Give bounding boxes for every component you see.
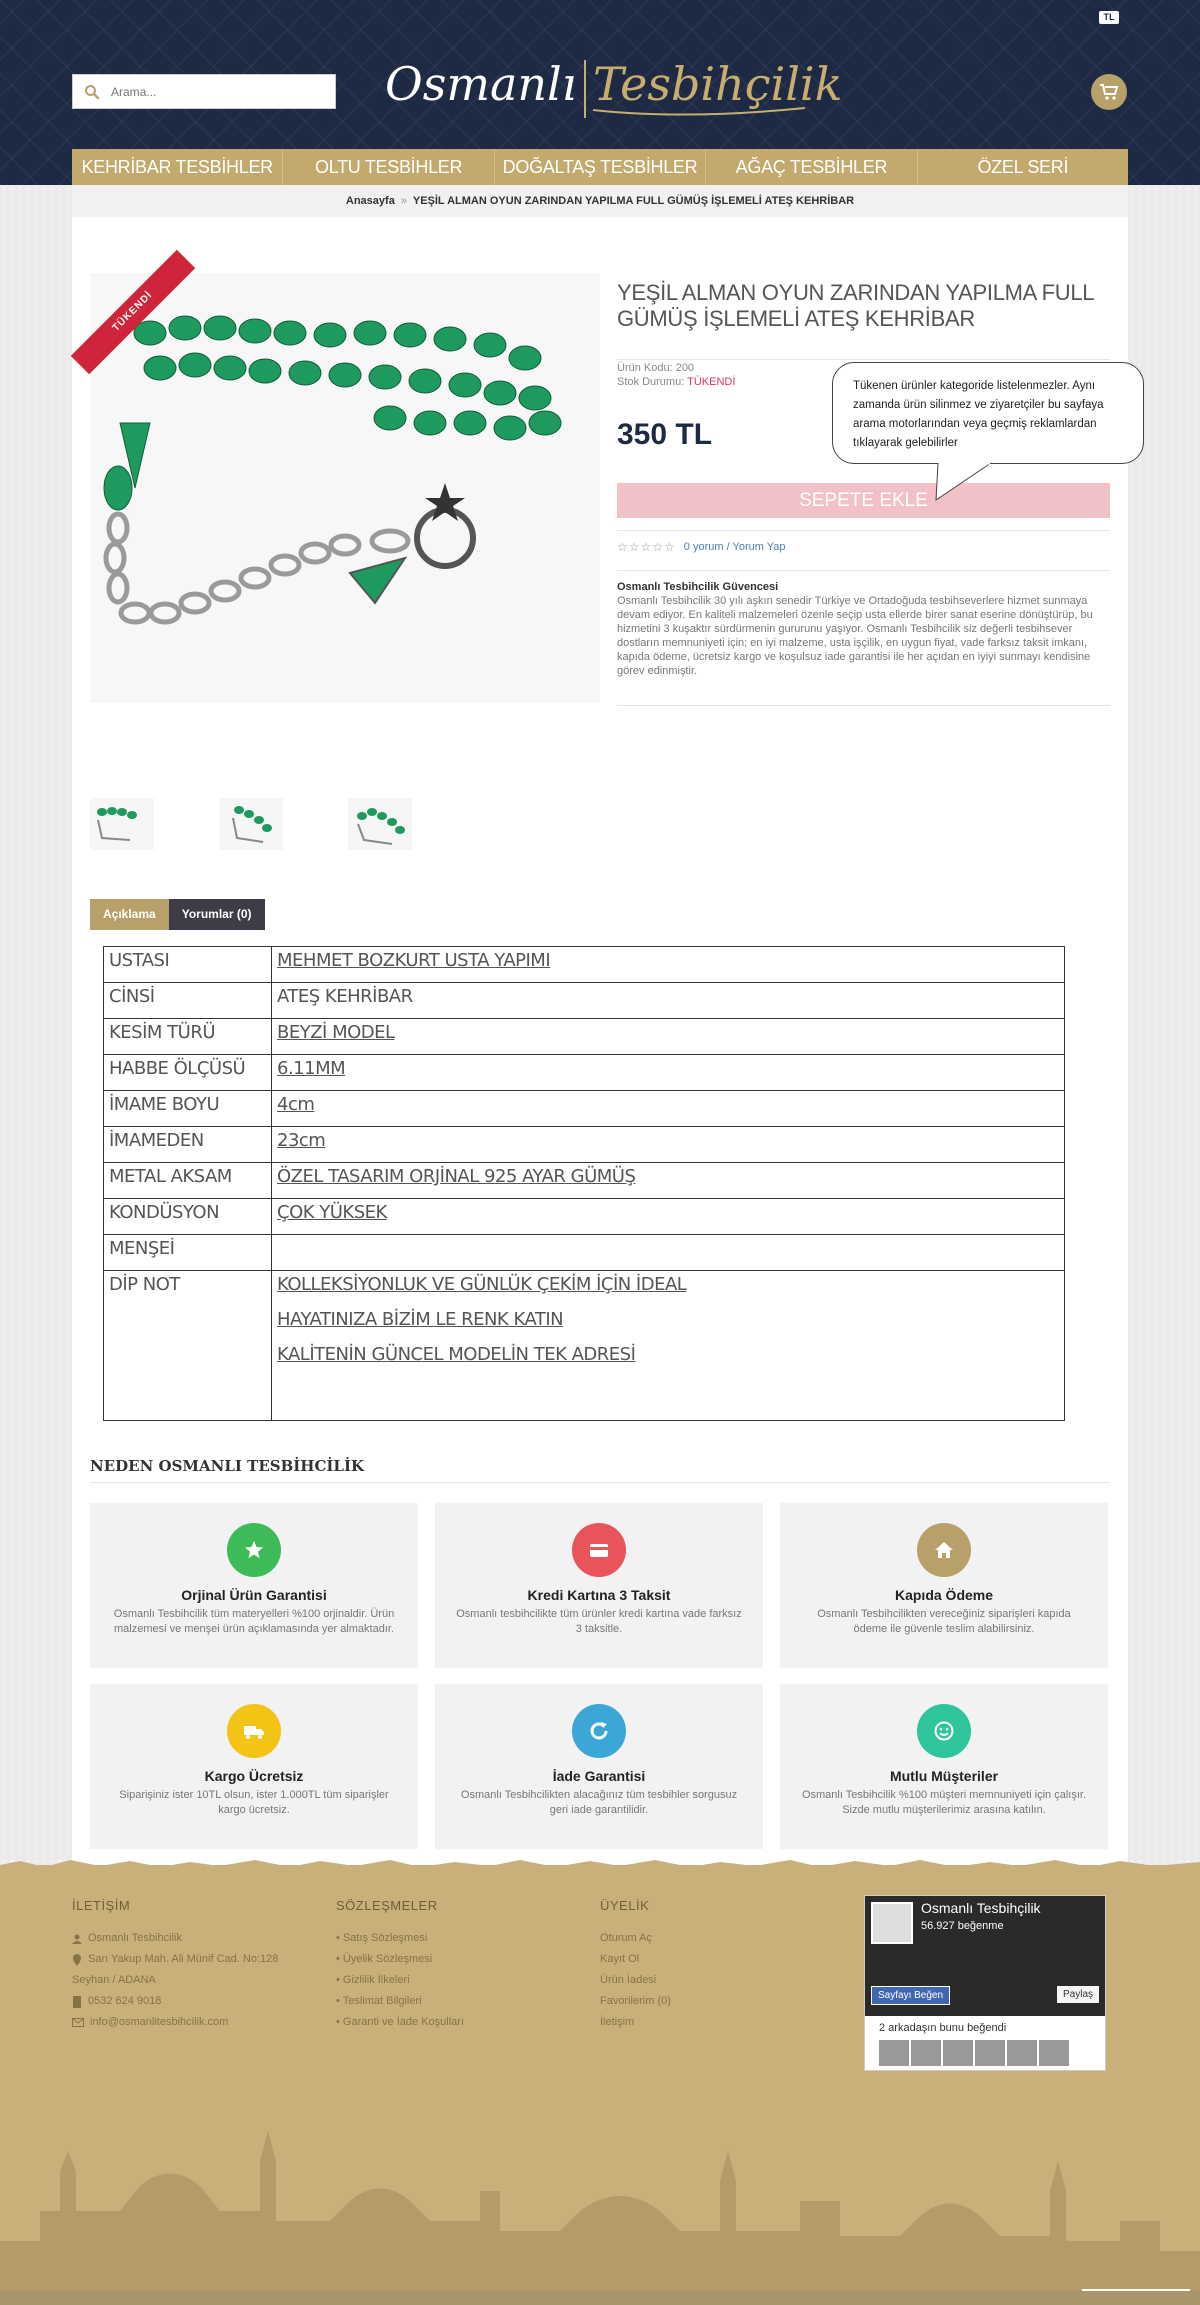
spec-value: 23cm: [272, 1127, 1065, 1163]
rating-stars-icon[interactable]: ☆☆☆☆☆: [617, 540, 676, 554]
tab-description[interactable]: Açıklama: [90, 899, 169, 930]
dip-not-line: HAYATINIZA BİZİM LE RENK KATIN: [277, 1309, 564, 1330]
breadcrumb-current[interactable]: YEŞİL ALMAN OYUN ZARINDAN YAPILMA FULL GÜMÜŞ İŞLEMELİ ATEŞ KEHRİBAR: [412, 195, 855, 207]
dip-not-line: KOLLEKSİYONLUK VE GÜNLÜK ÇEKİM İÇİN İDEAL: [277, 1274, 687, 1295]
spec-value: [272, 1235, 1065, 1271]
facebook-like-count: 56.927 beğenme: [921, 1920, 1004, 1932]
cart-icon: [1099, 83, 1119, 101]
stock-value: TÜKENDİ: [687, 376, 736, 388]
dip-not-line: KALİTENİN GÜNCEL MODELİN TEK ADRESİ: [277, 1344, 636, 1365]
feature-card: [435, 1684, 763, 1849]
contact-email: [72, 2012, 278, 2033]
tooltip-tail: [936, 462, 996, 502]
map-pin-icon: [72, 1954, 82, 1966]
spec-value: ÇOK YÜKSEK: [272, 1199, 1065, 1235]
stock-status: [617, 375, 735, 389]
divider: [617, 530, 1110, 531]
logo-text-2: Tesbihçilik: [593, 57, 843, 111]
facebook-cover: [865, 1896, 1105, 2016]
search-input[interactable]: [111, 85, 321, 99]
address-line: Sarı Yakup Mah. Ali Münif Cad. No:128: [88, 1953, 279, 1965]
member-link-register[interactable]: Kayıt Ol: [600, 1953, 640, 1965]
phone-icon: [72, 1996, 82, 2008]
feature-card: [780, 1684, 1108, 1849]
contract-link[interactable]: • Garanti ve İade Koşulları: [336, 2016, 464, 2028]
logo-text-1: Osmanlı: [385, 57, 577, 111]
feature-card: [90, 1503, 418, 1668]
spec-row: [104, 1091, 1065, 1127]
spec-key: HABBE ÖLÇÜSÜ: [104, 1055, 272, 1091]
spec-value: [272, 1271, 1065, 1421]
trust-title: Osmanlı Tesbihcilik Güvencesi: [617, 581, 779, 593]
facebook-friend-faces: [865, 2040, 1105, 2066]
tab-reviews[interactable]: Yorumlar (0): [169, 899, 265, 930]
spec-row: [104, 983, 1065, 1019]
site-header: [0, 0, 1200, 185]
contract-link[interactable]: • Üyelik Sözleşmesi: [336, 1953, 433, 1965]
spec-key: METAL AKSAM: [104, 1163, 272, 1199]
nav-item-dogaltas[interactable]: DOĞALTAŞ TESBİHLER: [495, 149, 706, 185]
thumbnail-1[interactable]: [90, 798, 154, 850]
contract-link[interactable]: • Teslimat Bilgileri: [336, 1995, 422, 2007]
smile-icon: [917, 1704, 971, 1758]
spec-key: USTASI: [104, 947, 272, 983]
search-box[interactable]: [72, 74, 336, 109]
facebook-like-button[interactable]: Sayfayı Beğen: [871, 1986, 950, 2005]
member-link-contact[interactable]: İletişim: [600, 2016, 635, 2028]
spec-table: [103, 946, 1065, 1421]
feature-text: Osmanlı tesbihcilikte tüm ürünler kredi kartına vade farksız 3 taksitle.: [456, 1608, 742, 1635]
review-link[interactable]: 0 yorum / Yorum Yap: [683, 541, 786, 553]
contact-company: [72, 1928, 278, 1949]
product-title: YEŞİL ALMAN OYUN ZARINDAN YAPILMA FULL GÜMÜŞ İŞLEMELİ ATEŞ KEHRİBAR: [617, 280, 1094, 331]
product-code: Ürün Kodu: 200: [617, 362, 695, 374]
feature-title: İade Garantisi: [552, 1768, 646, 1784]
spec-key: KESİM TÜRÜ: [104, 1019, 272, 1055]
why-us-title: NEDEN OSMANLI TESBİHCİLİK: [90, 1457, 365, 1475]
spec-value: ÖZEL TASARIM ORJİNAL 925 AYAR GÜMÜŞ: [272, 1163, 1065, 1199]
spec-key: İMAMEDEN: [104, 1127, 272, 1163]
truck-icon: [227, 1704, 281, 1758]
breadcrumb-separator: »: [400, 195, 407, 207]
spec-row: [104, 1127, 1065, 1163]
trust-block: [617, 580, 1110, 678]
refresh-icon: [572, 1704, 626, 1758]
nav-item-kehribar[interactable]: KEHRİBAR TESBİHLER: [72, 149, 283, 185]
main-nav: [72, 149, 1128, 185]
facebook-widget: [864, 1895, 1106, 2071]
sold-out-ribbon: [90, 273, 180, 363]
home-icon: [917, 1523, 971, 1577]
add-to-cart-button[interactable]: SEPETE EKLE: [617, 483, 1110, 518]
thumbnail-strip: [90, 798, 412, 850]
info-tooltip: Tükenen ürünler kategoride listelenmezler. Aynı zamanda ürün silinmez ve ziyaretçiler bu sayfaya arama motorlarından veya geçmiş reklamlardan tıklayarak gelebilirler: [832, 362, 1144, 464]
member-link-favorites[interactable]: Favorilerim (0): [600, 1995, 671, 2007]
feature-text: Osmanlı Tesbihcilikten alacağınız tüm tesbihler sorgusuz geri iade garantilidir.: [460, 1789, 738, 1816]
spec-value: ATEŞ KEHRİBAR: [272, 983, 1065, 1019]
cart-button[interactable]: [1091, 74, 1127, 110]
footer-contracts: [336, 1895, 464, 2033]
spec-key: DİP NOT: [104, 1271, 272, 1421]
spec-row: [104, 1235, 1065, 1271]
search-icon[interactable]: [73, 84, 111, 100]
feature-card: [90, 1684, 418, 1849]
nav-item-ozel-seri[interactable]: ÖZEL SERİ: [977, 157, 1069, 177]
torn-paper-edge: [0, 1855, 1200, 1875]
member-link-returns[interactable]: Ürün İadesi: [600, 1974, 657, 1986]
feature-text: Siparişiniz ister 10TL olsun, ister 1.000TL tüm siparişler kargo ücretsiz.: [119, 1789, 389, 1816]
product-tabs: [90, 899, 265, 930]
user-icon: [72, 1934, 82, 1944]
footer-contracts-title: SÖZLEŞMELER: [336, 1898, 438, 1913]
avatar[interactable]: [1007, 2040, 1037, 2066]
feature-card: [780, 1503, 1108, 1668]
spec-key: İMAME BOYU: [104, 1091, 272, 1127]
divider: [617, 705, 1110, 706]
feature-title: Kargo Ücretsiz: [204, 1768, 304, 1784]
spec-key: MENŞEİ: [104, 1235, 272, 1271]
facebook-page-name[interactable]: Osmanlı Tesbihçilik: [921, 1900, 1041, 1916]
divider: [617, 359, 1110, 360]
site-footer: [0, 1865, 1200, 2305]
currency-badge[interactable]: TL: [1099, 11, 1119, 24]
contract-link[interactable]: • Gizlilik İlkeleri: [336, 1974, 410, 1986]
phone-number[interactable]: 0532 624 9018: [88, 1995, 162, 2007]
facebook-friends-text: 2 arkadaşın bunu beğendi: [879, 2022, 1007, 2034]
spec-value: BEYZİ MODEL: [272, 1019, 1065, 1055]
address-city: Seyhan / ADANA: [72, 1974, 156, 1986]
company-name: Osmanlı Tesbihcilik: [88, 1932, 182, 1944]
spec-value: MEHMET BOZKURT USTA YAPIMI: [272, 947, 1065, 983]
product-meta: [617, 361, 735, 389]
breadcrumb-home[interactable]: Anasayfa: [345, 195, 395, 207]
email-address[interactable]: info@osmanlitesbihcilik.com: [90, 2016, 229, 2028]
nav-item-oltu[interactable]: OLTU TESBİHLER: [283, 149, 494, 185]
contact-phone: [72, 1991, 278, 2012]
feature-title: Orjinal Ürün Garantisi: [181, 1587, 327, 1603]
avatar[interactable]: [911, 2040, 941, 2066]
spec-value: 6.11MM: [272, 1055, 1065, 1091]
credit-card-icon: [572, 1523, 626, 1577]
spec-value: 4cm: [272, 1091, 1065, 1127]
spec-row: [104, 1199, 1065, 1235]
footer-contact: [72, 1895, 278, 2033]
facebook-page-avatar: [871, 1902, 913, 1944]
feature-text: Osmanlı Tesbihcilik %100 müşteri memnuniyeti için çalışır. Sizde mutlu müşterilerimiz arasına katılın.: [801, 1789, 1087, 1816]
facebook-share-button[interactable]: Paylaş: [1057, 1986, 1099, 2003]
sold-out-label: TÜKENDİ: [71, 250, 195, 374]
divider: [90, 1482, 1110, 1483]
footer-contact-title: İLETİŞİM: [72, 1898, 131, 1913]
feature-title: Kredi Kartına 3 Taksit: [527, 1587, 671, 1603]
site-logo[interactable]: [385, 52, 843, 122]
spec-key: KONDÜSYON: [104, 1199, 272, 1235]
contract-link[interactable]: • Satış Sözleşmesi: [336, 1932, 428, 1944]
spec-row: [104, 1019, 1065, 1055]
feature-card: [435, 1503, 763, 1668]
product-price: 350 TL: [617, 418, 713, 451]
footer-member-title: ÜYELİK: [600, 1898, 650, 1913]
spec-row: [104, 947, 1065, 983]
breadcrumb: [72, 185, 1128, 217]
feature-title: Mutlu Müşteriler: [889, 1768, 999, 1784]
city-skyline-illustration: [0, 2091, 1200, 2291]
feature-text: Osmanlı Tesbihcilik tüm materyelleri %100 orjinaldir. Ürün malzemesi ve menşei ürün açıklamasında yer almaktadır.: [113, 1608, 395, 1635]
feature-title: Kapıda Ödeme: [894, 1587, 994, 1603]
spec-row: [104, 1055, 1065, 1091]
avatar[interactable]: [943, 2040, 973, 2066]
avatar[interactable]: [1039, 2040, 1069, 2066]
star-icon: [227, 1523, 281, 1577]
footer-bottom-bar: [0, 2291, 1200, 2305]
avatar[interactable]: [879, 2040, 909, 2066]
footer-membership: [600, 1895, 671, 2033]
contact-address: [72, 1949, 278, 1970]
spec-row: [104, 1163, 1065, 1199]
member-link-login[interactable]: Oturum Aç: [600, 1932, 652, 1944]
spec-key: CİNSİ: [104, 983, 272, 1019]
thumbnail-2[interactable]: [219, 798, 283, 850]
thumbnail-3[interactable]: [348, 798, 412, 850]
stock-label: Stok Durumu:: [617, 376, 685, 388]
rating-row: [617, 540, 786, 554]
spec-row-dip-not: [104, 1271, 1065, 1421]
avatar[interactable]: [975, 2040, 1005, 2066]
nav-item-agac[interactable]: AĞAÇ TESBİHLER: [706, 149, 917, 185]
divider: [617, 570, 1110, 571]
trust-text: Osmanlı Tesbihcilik 30 yılı aşkın senedir Türkiye ve Ortadoğuda tesbihseverlere hizmet sunmaya devam ediyor. En kaliteli malzemeleri özenle seçip usta ellerde birer sanat eserine dönüştürüp, bu hizmetini 3 kuşaktır sürdürmenin gururunu yaşıyor. Osmanlı Tesbihcilik siz değerli tesbihsever dostların memnuniyeti için; en iyi malzeme, usta işçilik, en uygun fiyat, vade farksız taksit imkanı, kapıda ödeme, ücretsiz kargo ve koşulsuz iade garantisi ile her açıdan en iyiyi sunmayı kendisine görev edinmiştir.: [617, 595, 1093, 677]
mail-icon: [72, 2018, 84, 2027]
feature-text: Osmanlı Tesbihcilikten vereceğiniz siparişleri kapıda ödeme ile güvenle teslim alabilirsiniz.: [817, 1608, 1071, 1635]
